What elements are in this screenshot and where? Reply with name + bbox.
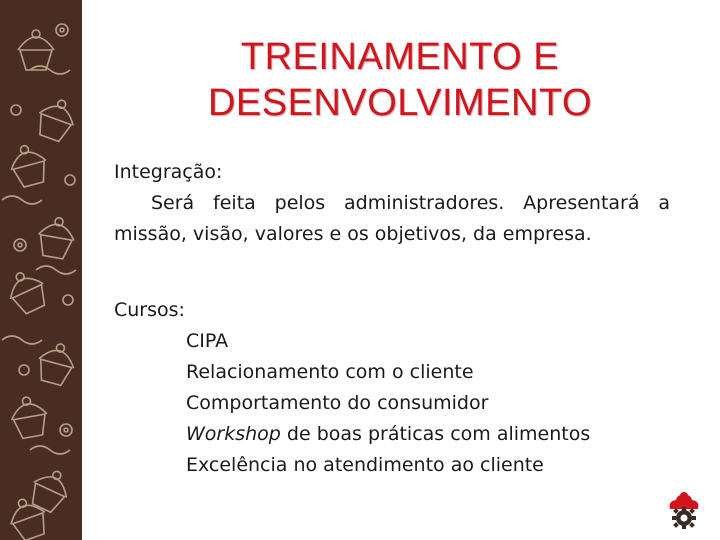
- section-heading-integracao: Integração:: [114, 161, 223, 183]
- list-item: Excelência no atendimento ao cliente: [186, 454, 544, 476]
- slide-body: [114, 157, 670, 481]
- list-item: [186, 419, 670, 450]
- list-item: Relacionamento com o cliente: [186, 361, 474, 383]
- list-item: CIPA: [186, 330, 229, 352]
- cupcake-pattern-band: [0, 0, 82, 540]
- list-item-rest: de boas práticas com alimentos: [280, 423, 591, 445]
- courses-list: [114, 326, 670, 481]
- cupcake-pattern-icon: [0, 0, 82, 540]
- list-item-italic: Workshop: [186, 423, 281, 445]
- cupcake-gear-icon: [666, 489, 702, 529]
- integracao-paragraph: Será feita pelos administradores. Apresentará a missão, visão, valores e os objetivos, da empresa.: [114, 192, 670, 245]
- slide-title: TREINAMENTO E DESENVOLVIMENTO: [207, 36, 593, 124]
- section-heading-cursos: Cursos:: [114, 299, 185, 321]
- list-item: Comportamento do consumidor: [186, 392, 489, 414]
